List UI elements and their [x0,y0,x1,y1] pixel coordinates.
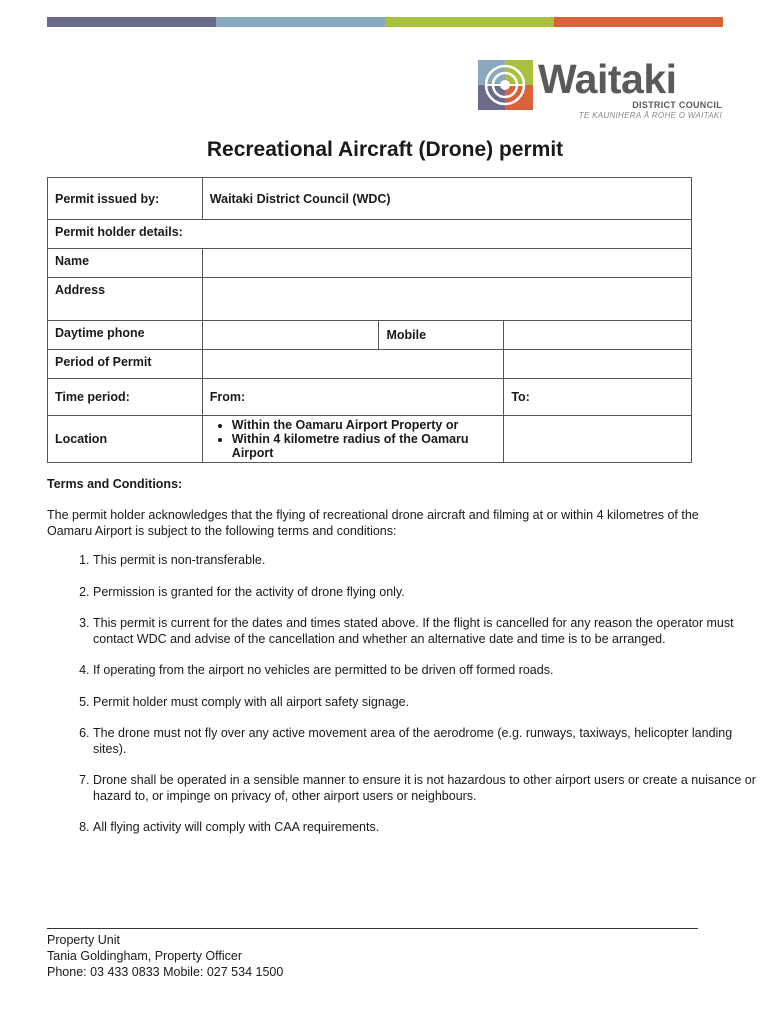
location-option[interactable]: • Within the Oamaru Airport Property or [232,418,497,432]
to-field[interactable]: To: [504,379,692,416]
page-title: Recreational Aircraft (Drone) permit [206,138,564,161]
address-field[interactable] [202,278,691,321]
period-of-permit-label: Period of Permit [48,350,203,379]
term-item: 1. This permit is non-transferable. [93,553,768,569]
footer-divider [47,928,698,929]
color-bar-segment [554,17,723,27]
waitaki-logo [478,56,728,122]
daytime-phone-field[interactable] [202,321,379,350]
address-label: Address [48,278,203,321]
term-item: 3. This permit is current for the dates and times stated above. If the flight is cancelled for any reason the operator must contact WDC and advise of the cancellation and whether an alternative date and time is to be arranged. [93,616,768,647]
location-option[interactable]: • Within 4 kilometre radius of the Oamaru Airport [232,432,497,460]
logo-maori-subtitle: TE KAUNIHERA Ā ROHE O WAITAKI [578,111,722,120]
holder-details-label: Permit holder details: [48,220,692,249]
logo-wordmark: Waitaki [538,56,677,102]
color-bar-segment [47,17,216,27]
term-item: 4. If operating from the airport no vehicles are permitted to be driven off formed roads. [93,663,768,679]
name-field[interactable] [202,249,691,278]
term-item: 5. Permit holder must comply with all airport safety signage. [93,695,768,711]
terms-heading: Terms and Conditions: [47,477,183,491]
issued-by-value: Waitaki District Council (WDC) [202,178,691,220]
term-item: 7. Drone shall be operated in a sensible manner to ensure it is not hazardous to other airport users or create a nuisance or hazard to, or impinge on privacy of, other airport users or neighbours. [93,773,768,804]
logo-subtitle: DISTRICT COUNCIL [632,100,722,110]
footer-unit: Property Unit [47,933,120,947]
issued-by-label: Permit issued by: [48,178,203,220]
daytime-phone-label: Daytime phone [48,321,203,350]
location-extra-field[interactable] [504,416,692,463]
location-label: Location [48,416,203,463]
period-of-permit-extra[interactable] [504,350,692,379]
footer [47,932,283,980]
name-label: Name [48,249,203,278]
color-bar [47,17,723,27]
permit-form-table [47,177,692,463]
mobile-field[interactable] [504,321,692,350]
waitaki-logo-icon [478,60,533,110]
terms-list [47,553,768,836]
term-item: 6. The drone must not fly over any active movement area of the aerodrome (e.g. runways, taxiways, helicopter landing sites). [93,726,768,757]
footer-contact: Tania Goldingham, Property Officer [47,949,243,963]
from-field[interactable]: From: [202,379,504,416]
footer-phone: Phone: 03 433 0833 Mobile: 027 534 1500 [47,965,284,979]
color-bar-segment [385,17,554,27]
color-bar-segment [216,17,385,27]
term-item: 2. Permission is granted for the activity of drone flying only. [93,585,768,601]
period-of-permit-field[interactable] [202,350,504,379]
terms-intro: The permit holder acknowledges that the flying of recreational drone aircraft and filming at or within 4 kilometres of the Oamaru Airport is subject to the following terms and conditions: [47,508,699,538]
time-period-label: Time period: [48,379,203,416]
location-options [202,416,504,463]
mobile-label: Mobile [379,321,504,350]
term-item: 8. All flying activity will comply with CAA requirements. [93,820,768,836]
